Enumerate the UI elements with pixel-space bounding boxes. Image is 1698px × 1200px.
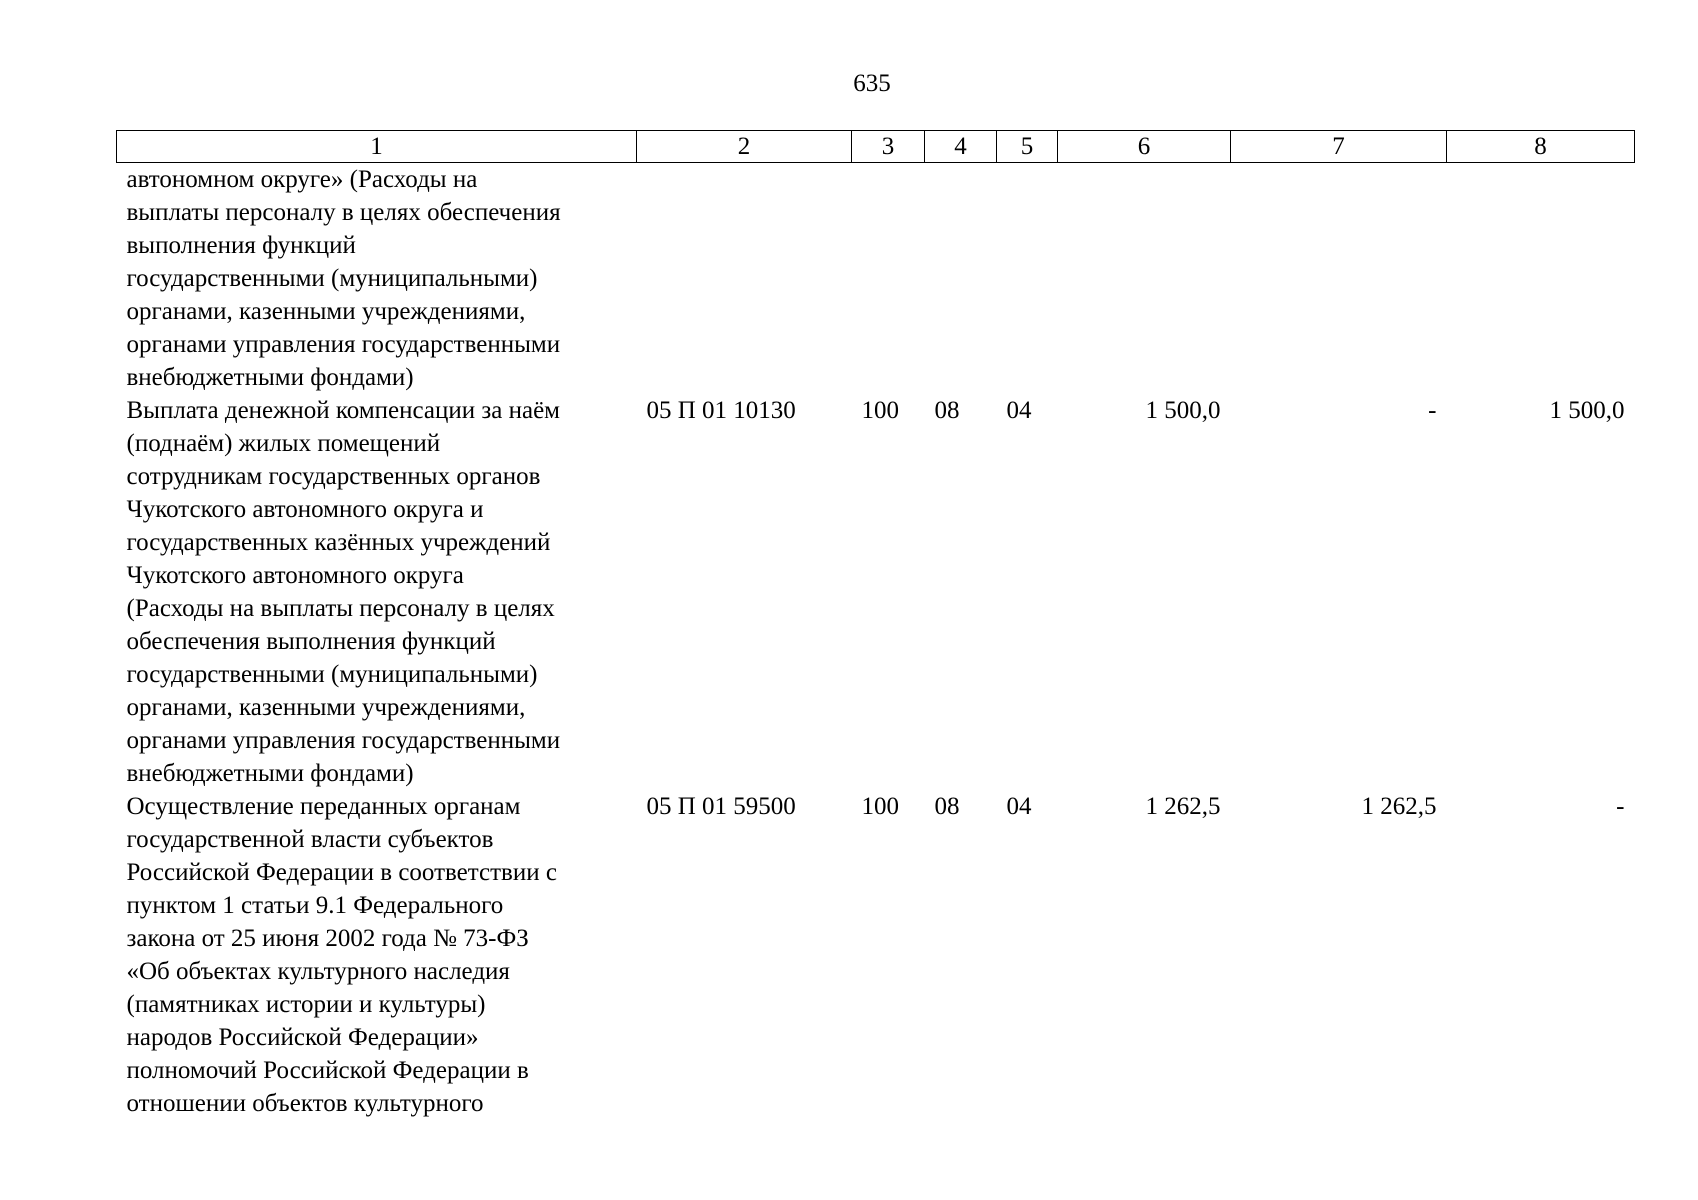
- row-name-line: органами, казенными учреждениями,: [126, 298, 526, 325]
- column-header-5: 5: [997, 131, 1058, 163]
- row-name-line: полномочий Российской Федерации в: [126, 1057, 529, 1084]
- row-name-line: государственными (муниципальными): [126, 661, 538, 688]
- row-col8-cell: 1 500,0: [1549, 397, 1625, 424]
- budget-table: [116, 130, 1635, 1120]
- row-code-cell: 05 П 01 59500: [646, 793, 796, 820]
- table-row: [117, 790, 1635, 1120]
- row-name-line: закона от 25 июня 2002 года № 73-ФЗ: [126, 925, 529, 952]
- row-name-line: пунктом 1 статьи 9.1 Федерального: [126, 892, 504, 919]
- row-name-line: органами, казенными учреждениями,: [126, 694, 526, 721]
- row-name-line: отношении объектов культурного: [126, 1090, 484, 1117]
- row-name-cell: [117, 394, 637, 790]
- row-name-line: выполнения функций: [126, 232, 356, 259]
- row-col4-cell: 08: [934, 793, 960, 820]
- table-row: [117, 394, 1635, 790]
- row-name-line: автономном округе» (Расходы на: [126, 166, 478, 193]
- row-name-line: выплаты персоналу в целях обеспечения: [126, 199, 561, 226]
- row-col7-cell: 1 262,5: [1361, 793, 1437, 820]
- row-name-line: Чукотского автономного округа и: [126, 496, 484, 523]
- row-name-line: Российской Федерации в соответствии с: [126, 859, 557, 886]
- column-header-7: 7: [1231, 131, 1447, 163]
- row-name-line: органами управления государственными: [126, 331, 561, 358]
- row-col3-cell: 100: [861, 793, 899, 820]
- row-col6-cell: 1 500,0: [1145, 397, 1221, 424]
- row-col7-cell: -: [1428, 397, 1437, 424]
- row-name-line: государственной власти субъектов: [126, 826, 494, 853]
- row-name-cell: [117, 163, 637, 395]
- row-col3-cell: [852, 163, 925, 395]
- row-name-line: государственными (муниципальными): [126, 265, 538, 292]
- column-header-6: 6: [1058, 131, 1231, 163]
- row-col4-cell: [925, 163, 997, 395]
- row-name-line: (Расходы на выплаты персоналу в целях: [126, 595, 555, 622]
- row-name-line: «Об объектах культурного наследия: [126, 958, 510, 985]
- row-col6-cell: 1 262,5: [1145, 793, 1221, 820]
- row-name-line: (памятниках истории и культуры): [126, 991, 486, 1018]
- row-col8-cell: [1447, 163, 1635, 395]
- table-row: [117, 163, 1635, 395]
- row-name-line: Чукотского автономного округа: [126, 562, 464, 589]
- row-col5-cell: 04: [1006, 793, 1032, 820]
- row-col6-cell: [1058, 163, 1231, 395]
- row-name-line: Осуществление переданных органам: [126, 793, 521, 820]
- row-name-line: внебюджетными фондами): [126, 364, 414, 391]
- row-name-line: органами управления государственными: [126, 727, 561, 754]
- column-header-8: 8: [1447, 131, 1635, 163]
- column-header-4: 4: [925, 131, 997, 163]
- row-col5-cell: 04: [1006, 397, 1032, 424]
- row-code-cell: 05 П 01 10130: [646, 397, 796, 424]
- row-col8-cell: -: [1616, 793, 1625, 820]
- row-name-line: Выплата денежной компенсации за наём: [126, 397, 560, 424]
- row-col5-cell: [997, 163, 1058, 395]
- column-header-1: 1: [117, 131, 637, 163]
- row-name-line: государственных казённых учреждений: [126, 529, 551, 556]
- row-code-cell: [637, 163, 852, 395]
- row-name-line: сотрудникам государственных органов: [126, 463, 541, 490]
- row-col4-cell: 08: [934, 397, 960, 424]
- row-name-line: внебюджетными фондами): [126, 760, 414, 787]
- column-header-3: 3: [852, 131, 925, 163]
- row-name-cell: [117, 790, 637, 1120]
- column-number-header-row: [117, 131, 1635, 163]
- row-name-line: народов Российской Федерации»: [126, 1024, 479, 1051]
- row-col7-cell: [1231, 163, 1447, 395]
- row-col3-cell: 100: [861, 397, 899, 424]
- row-name-line: (поднаём) жилых помещений: [126, 430, 441, 457]
- column-header-2: 2: [637, 131, 852, 163]
- page-number: 635: [853, 70, 891, 97]
- row-name-line: обеспечения выполнения функций: [126, 628, 496, 655]
